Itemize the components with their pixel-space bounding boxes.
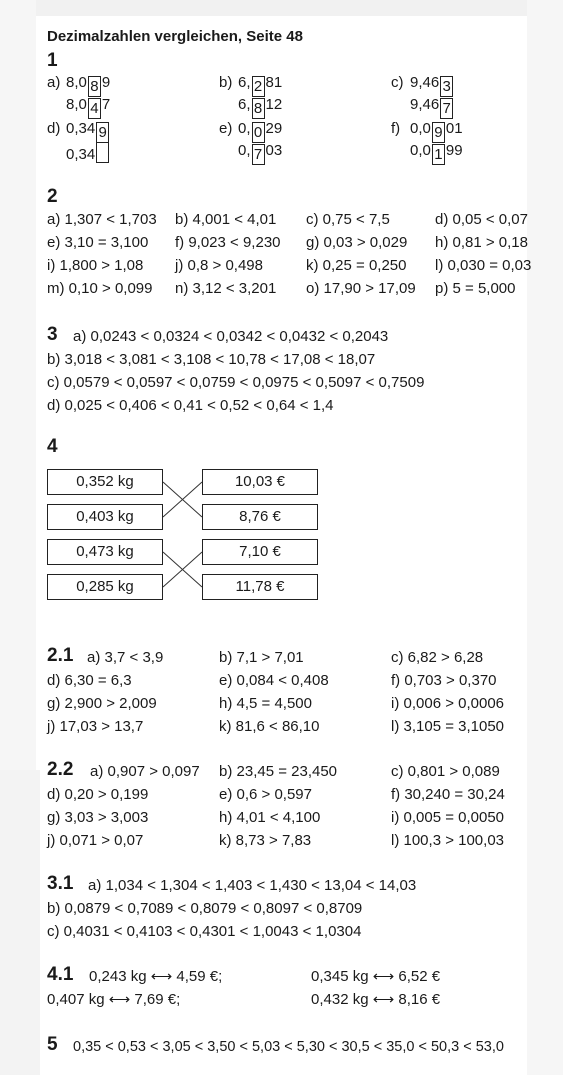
number-prefix: 0, — [238, 120, 251, 137]
digit-box: 9 — [96, 122, 109, 143]
comparison-cell: c) 0,801 > 0,089 — [391, 763, 500, 780]
digit-box: 7 — [440, 98, 453, 119]
ordering-line: a) 1,034 < 1,304 < 1,403 < 1,430 < 13,04 < 14,03 — [88, 877, 417, 894]
comparison-cell: k) 81,6 < 86,10 — [219, 718, 320, 735]
number-prefix: 6, — [238, 96, 251, 113]
section-5-line: 0,35 < 0,53 < 3,05 < 3,50 < 5,03 < 5,30 < 30,5 < 35,0 < 50,3 < 53,0 — [73, 1039, 504, 1055]
comparison-cell: g) 0,03 > 0,029 — [306, 234, 408, 251]
comparison-cell: j) 0,8 > 0,498 — [175, 257, 263, 274]
ordering-line: a) 0,0243 < 0,0324 < 0,0342 < 0,0432 < 0,2043 — [73, 328, 389, 345]
item-label: a) — [47, 74, 61, 91]
digit-box: 2 — [252, 76, 265, 97]
comparison-cell: o) 17,90 > 17,09 — [306, 280, 416, 297]
number-suffix: 9 — [101, 74, 111, 91]
number-suffix: 99 — [445, 142, 463, 159]
ordering-line: b) 3,018 < 3,081 < 3,108 < 10,78 < 17,08 < 18,07 — [47, 351, 376, 368]
section-5-number: 5 — [47, 1034, 58, 1055]
price-box-1: 10,03 € — [202, 469, 318, 495]
comparison-cell: d) 0,20 > 0,199 — [47, 786, 149, 803]
comparison-cell: a) 1,307 < 1,703 — [47, 211, 157, 228]
digit-box: 9 — [432, 122, 445, 143]
ordering-line: b) 0,0879 < 0,7089 < 0,8079 < 0,8097 < 0,8709 — [47, 900, 363, 917]
section-3-number: 3 — [47, 324, 58, 345]
item-label: c) — [391, 74, 404, 91]
comparison-cell: h) 4,5 = 4,500 — [219, 695, 312, 712]
section-3-1-number: 3.1 — [47, 873, 74, 894]
comparison-cell: e) 0,6 > 0,597 — [219, 786, 312, 803]
weight-box-3: 0,473 kg — [47, 539, 163, 565]
digit-box: 7 — [252, 144, 265, 165]
number-suffix: 03 — [265, 142, 283, 159]
comparison-cell: c) 0,75 < 7,5 — [306, 211, 390, 228]
comparison-cell: l) 0,030 = 0,03 — [435, 257, 532, 274]
number-prefix: 8,0 — [66, 96, 87, 113]
section-4-number: 4 — [47, 436, 58, 457]
comparison-cell: k) 8,73 > 7,83 — [219, 832, 312, 849]
digit-box: 3 — [440, 76, 453, 97]
digit-box: 4 — [88, 98, 101, 119]
number-prefix: 0,34 — [66, 120, 96, 137]
comparison-cell: d) 6,30 = 6,3 — [47, 672, 132, 689]
item-label: e) — [219, 120, 233, 137]
comparison-cell: e) 0,084 < 0,408 — [219, 672, 329, 689]
comparison-cell: h) 0,81 > 0,18 — [435, 234, 528, 251]
price-box-2: 8,76 € — [202, 504, 318, 530]
comparison-cell: l) 3,105 = 3,1050 — [391, 718, 505, 735]
comparison-cell: d) 0,05 < 0,07 — [435, 211, 528, 228]
pair-4: 0,432 kg ⟷ 8,16 € — [311, 991, 441, 1008]
pair-1: 0,243 kg ⟷ 4,59 €; — [89, 968, 223, 985]
comparison-cell: f) 30,240 = 30,24 — [391, 786, 505, 803]
number-prefix: 8,0 — [66, 74, 87, 91]
comparison-cell: i) 0,005 = 0,0050 — [391, 809, 505, 826]
section-2-number: 2 — [47, 186, 58, 207]
digit-box: 1 — [432, 144, 445, 165]
section-2-2-number: 2.2 — [47, 759, 74, 780]
number-prefix: 0,0 — [410, 120, 431, 137]
comparison-cell: b) 23,45 = 23,450 — [219, 763, 338, 780]
number-prefix: 0,0 — [410, 142, 431, 159]
number-prefix: 0,34 — [66, 146, 96, 163]
comparison-cell: a) 3,7 < 3,9 — [87, 649, 164, 666]
price-box-3: 7,10 € — [202, 539, 318, 565]
section-4-1-number: 4.1 — [47, 964, 74, 985]
scan-shadow-mid — [0, 770, 40, 1075]
comparison-cell: b) 7,1 > 7,01 — [219, 649, 304, 666]
weight-box-2: 0,403 kg — [47, 504, 163, 530]
item-label: f) — [391, 120, 401, 137]
comparison-cell: c) 6,82 > 6,28 — [391, 649, 484, 666]
comparison-cell: j) 17,03 > 13,7 — [47, 718, 144, 735]
comparison-cell: b) 4,001 < 4,01 — [175, 211, 277, 228]
pair-3: 0,407 kg ⟷ 7,69 €; — [47, 991, 181, 1008]
comparison-cell: h) 4,01 < 4,100 — [219, 809, 321, 826]
number-prefix: 0, — [238, 142, 251, 159]
number-suffix: 81 — [265, 74, 283, 91]
number-suffix: 7 — [101, 96, 111, 113]
comparison-cell: g) 2,900 > 2,009 — [47, 695, 157, 712]
comparison-cell: g) 3,03 > 3,003 — [47, 809, 149, 826]
comparison-cell: k) 0,25 = 0,250 — [306, 257, 407, 274]
number-suffix: 01 — [445, 120, 463, 137]
digit-box: 8 — [252, 98, 265, 119]
comparison-cell: m) 0,10 > 0,099 — [47, 280, 153, 297]
comparison-cell: f) 0,703 > 0,370 — [391, 672, 497, 689]
number-suffix: 29 — [265, 120, 283, 137]
comparison-cell: p) 5 = 5,000 — [435, 280, 516, 297]
pair-2: 0,345 kg ⟷ 6,52 € — [311, 968, 441, 985]
digit-box: 0 — [252, 122, 265, 143]
digit-box: 8 — [88, 76, 101, 97]
number-suffix: 12 — [265, 96, 283, 113]
section-1-number: 1 — [47, 50, 58, 71]
number-prefix: 6, — [238, 74, 251, 91]
comparison-cell: i) 0,006 > 0,0006 — [391, 695, 505, 712]
comparison-cell: e) 3,10 = 3,100 — [47, 234, 149, 251]
ordering-line: c) 0,4031 < 0,4103 < 0,4301 < 1,0043 < 1,0304 — [47, 923, 362, 940]
item-label: d) — [47, 120, 61, 137]
section-2-1-number: 2.1 — [47, 645, 74, 666]
comparison-cell: j) 0,071 > 0,07 — [47, 832, 144, 849]
comparison-cell: f) 9,023 < 9,230 — [175, 234, 281, 251]
ordering-line: d) 0,025 < 0,406 < 0,41 < 0,52 < 0,64 < 1,4 — [47, 397, 334, 414]
comparison-cell: l) 100,3 > 100,03 — [391, 832, 505, 849]
comparison-cell: n) 3,12 < 3,201 — [175, 280, 277, 297]
comparison-cell: i) 1,800 > 1,08 — [47, 257, 144, 274]
weight-box-4: 0,285 kg — [47, 574, 163, 600]
page-title: Dezimalzahlen vergleichen, Seite 48 — [47, 28, 303, 45]
comparison-cell: a) 0,907 > 0,097 — [90, 763, 200, 780]
item-label: b) — [219, 74, 233, 91]
number-prefix: 9,46 — [410, 74, 440, 91]
weight-box-1: 0,352 kg — [47, 469, 163, 495]
price-box-4: 11,78 € — [202, 574, 318, 600]
number-prefix: 9,46 — [410, 96, 440, 113]
ordering-line: c) 0,0579 < 0,0597 < 0,0759 < 0,0975 < 0,5097 < 0,7509 — [47, 374, 425, 391]
